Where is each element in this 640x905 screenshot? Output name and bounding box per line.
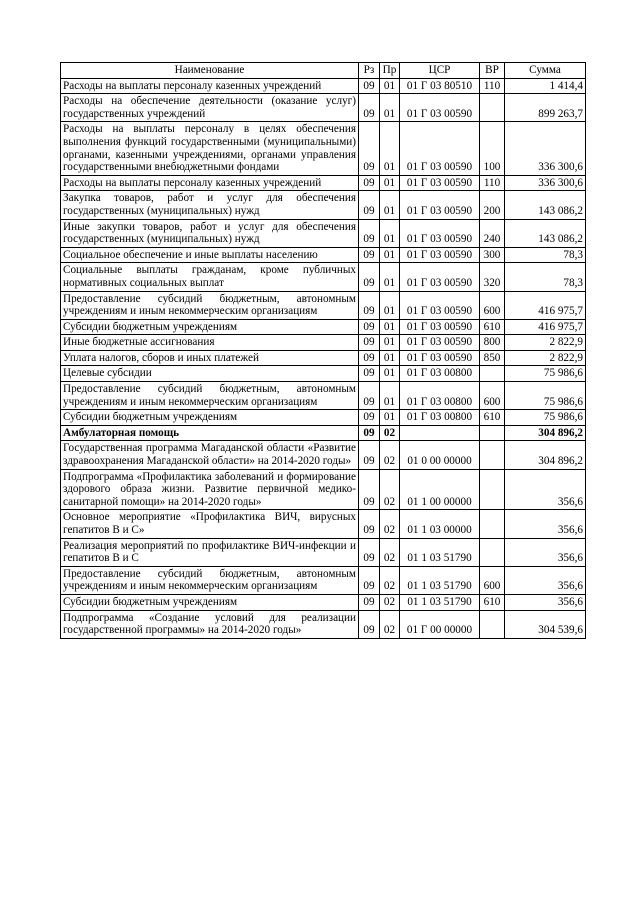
cell-csr: 01 Г 03 00800: [400, 410, 480, 426]
header-sum: Сумма: [505, 63, 586, 79]
cell-vr: 320: [480, 263, 505, 291]
cell-rz: 09: [359, 122, 380, 175]
header-rz: Рз: [359, 63, 380, 79]
cell-name: Расходы на выплаты персоналу казенных учреждений: [61, 78, 359, 94]
table-row: [61, 78, 586, 94]
table-row: [61, 441, 586, 469]
cell-vr: 110: [480, 78, 505, 94]
cell-sum: 416 975,7: [505, 291, 586, 319]
cell-rz: 09: [359, 291, 380, 319]
cell-pr: 02: [380, 469, 400, 510]
cell-sum: 75 986,6: [505, 382, 586, 410]
cell-rz: 09: [359, 335, 380, 351]
cell-csr: 01 Г 03 00590: [400, 335, 480, 351]
cell-vr: [480, 610, 505, 638]
cell-vr: 300: [480, 247, 505, 263]
cell-rz: 09: [359, 94, 380, 122]
cell-name: Амбулаторная помощь: [61, 425, 359, 441]
table-row: [61, 335, 586, 351]
cell-pr: 02: [380, 594, 400, 610]
cell-rz: 09: [359, 610, 380, 638]
table-row: [61, 566, 586, 594]
cell-sum: 143 086,2: [505, 219, 586, 247]
cell-rz: 09: [359, 319, 380, 335]
cell-name: Социальное обеспечение и иные выплаты населению: [61, 247, 359, 263]
cell-csr: 01 Г 03 00800: [400, 382, 480, 410]
cell-pr: 01: [380, 247, 400, 263]
budget-table: [60, 62, 586, 639]
cell-name: Иные бюджетные ассигнования: [61, 335, 359, 351]
cell-csr: 01 Г 03 00800: [400, 366, 480, 382]
cell-sum: 304 539,6: [505, 610, 586, 638]
cell-name: Расходы на выплаты персоналу казенных учреждений: [61, 175, 359, 191]
cell-sum: 336 300,6: [505, 175, 586, 191]
table-row: [61, 350, 586, 366]
cell-name: Целевые субсидии: [61, 366, 359, 382]
cell-name: Подпрограмма «Профилактика заболеваний и формирование здорового образа жизни. Развитие первичной медико-санитарной помощи» на 2014-2020 годы»: [61, 469, 359, 510]
cell-sum: 75 986,6: [505, 410, 586, 426]
table-row: [61, 175, 586, 191]
cell-pr: 01: [380, 263, 400, 291]
cell-pr: 01: [380, 382, 400, 410]
cell-vr: 600: [480, 291, 505, 319]
table-row: [61, 263, 586, 291]
table-row: [61, 219, 586, 247]
cell-csr: 01 1 03 51790: [400, 538, 480, 566]
table-row: [61, 425, 586, 441]
cell-vr: 610: [480, 410, 505, 426]
cell-pr: 01: [380, 410, 400, 426]
cell-csr: 01 Г 03 00590: [400, 219, 480, 247]
table-row: [61, 366, 586, 382]
cell-vr: [480, 538, 505, 566]
cell-name: Основное мероприятие «Профилактика ВИЧ, вирусных гепатитов В и С»: [61, 510, 359, 538]
cell-name: Предоставление субсидий бюджетным, автономным учреждениям и иным некоммерческим организациям: [61, 291, 359, 319]
cell-rz: 09: [359, 191, 380, 219]
cell-pr: 01: [380, 175, 400, 191]
cell-csr: 01 1 03 51790: [400, 594, 480, 610]
table-row: [61, 610, 586, 638]
cell-pr: 01: [380, 350, 400, 366]
cell-name: Субсидии бюджетным учреждениям: [61, 319, 359, 335]
cell-pr: 02: [380, 425, 400, 441]
cell-csr: 01 1 00 00000: [400, 469, 480, 510]
cell-name: Иные закупки товаров, работ и услуг для обеспечения государственных (муниципальных) нужд: [61, 219, 359, 247]
cell-rz: 09: [359, 219, 380, 247]
cell-pr: 02: [380, 510, 400, 538]
cell-name: Реализация мероприятий по профилактике ВИЧ-инфекции и гепатитов В и С: [61, 538, 359, 566]
table-row: [61, 247, 586, 263]
cell-pr: 01: [380, 191, 400, 219]
table-row: [61, 410, 586, 426]
table-row: [61, 122, 586, 175]
cell-sum: 356,6: [505, 469, 586, 510]
cell-pr: 01: [380, 219, 400, 247]
cell-sum: 899 263,7: [505, 94, 586, 122]
cell-name: Расходы на обеспечение деятельности (оказание услуг) государственных учреждений: [61, 94, 359, 122]
cell-pr: 02: [380, 538, 400, 566]
cell-vr: 240: [480, 219, 505, 247]
cell-csr: 01 1 03 51790: [400, 566, 480, 594]
cell-sum: 336 300,6: [505, 122, 586, 175]
cell-rz: 09: [359, 350, 380, 366]
header-row: [61, 63, 586, 79]
cell-csr: 01 Г 03 00590: [400, 247, 480, 263]
cell-pr: 01: [380, 122, 400, 175]
cell-pr: 02: [380, 441, 400, 469]
cell-sum: 304 896,2: [505, 441, 586, 469]
table-row: [61, 191, 586, 219]
cell-rz: 09: [359, 175, 380, 191]
cell-rz: 09: [359, 247, 380, 263]
cell-name: Подпрограмма «Создание условий для реализации государственной программы» на 2014-2020 годы»: [61, 610, 359, 638]
cell-csr: 01 Г 03 00590: [400, 291, 480, 319]
header-vr: ВР: [480, 63, 505, 79]
cell-name: Субсидии бюджетным учреждениям: [61, 410, 359, 426]
cell-sum: 75 986,6: [505, 366, 586, 382]
cell-sum: 356,6: [505, 538, 586, 566]
cell-csr: 01 1 03 00000: [400, 510, 480, 538]
cell-sum: 416 975,7: [505, 319, 586, 335]
header-name: Наименование: [61, 63, 359, 79]
header-pr: Пр: [380, 63, 400, 79]
cell-vr: [480, 425, 505, 441]
cell-vr: [480, 510, 505, 538]
cell-sum: 2 822,9: [505, 335, 586, 351]
cell-csr: 01 Г 00 00000: [400, 610, 480, 638]
table-row: [61, 469, 586, 510]
cell-name: Закупка товаров, работ и услуг для обеспечения государственных (муниципальных) нужд: [61, 191, 359, 219]
cell-vr: 610: [480, 594, 505, 610]
table-row: [61, 94, 586, 122]
table-row: [61, 382, 586, 410]
cell-vr: 800: [480, 335, 505, 351]
cell-csr: 01 Г 03 80510: [400, 78, 480, 94]
cell-csr: 01 Г 03 00590: [400, 94, 480, 122]
cell-vr: 850: [480, 350, 505, 366]
header-csr: ЦСР: [400, 63, 480, 79]
cell-rz: 09: [359, 366, 380, 382]
cell-pr: 01: [380, 291, 400, 319]
cell-name: Субсидии бюджетным учреждениям: [61, 594, 359, 610]
cell-rz: 09: [359, 78, 380, 94]
cell-sum: 356,6: [505, 510, 586, 538]
cell-rz: 09: [359, 441, 380, 469]
cell-pr: 02: [380, 610, 400, 638]
cell-vr: [480, 94, 505, 122]
cell-sum: 78,3: [505, 247, 586, 263]
cell-sum: 356,6: [505, 594, 586, 610]
cell-name: Уплата налогов, сборов и иных платежей: [61, 350, 359, 366]
cell-name: Предоставление субсидий бюджетным, автономным учреждениям и иным некоммерческим организациям: [61, 566, 359, 594]
cell-vr: 600: [480, 566, 505, 594]
cell-pr: 02: [380, 566, 400, 594]
cell-name: Предоставление субсидий бюджетным, автономным учреждениям и иным некоммерческим организациям: [61, 382, 359, 410]
cell-rz: 09: [359, 538, 380, 566]
cell-csr: 01 Г 03 00590: [400, 350, 480, 366]
cell-vr: 610: [480, 319, 505, 335]
cell-name: Государственная программа Магаданской области «Развитие здравоохранения Магаданской области» на 2014-2020 годы»: [61, 441, 359, 469]
table-body: [61, 78, 586, 638]
table-row: [61, 510, 586, 538]
cell-csr: 01 Г 03 00590: [400, 263, 480, 291]
cell-vr: [480, 469, 505, 510]
cell-sum: 356,6: [505, 566, 586, 594]
cell-sum: 304 896,2: [505, 425, 586, 441]
table-row: [61, 291, 586, 319]
cell-pr: 01: [380, 366, 400, 382]
cell-csr: [400, 425, 480, 441]
cell-sum: 1 414,4: [505, 78, 586, 94]
cell-csr: 01 0 00 00000: [400, 441, 480, 469]
cell-csr: 01 Г 03 00590: [400, 175, 480, 191]
cell-vr: [480, 366, 505, 382]
cell-vr: 600: [480, 382, 505, 410]
cell-csr: 01 Г 03 00590: [400, 122, 480, 175]
cell-sum: 78,3: [505, 263, 586, 291]
cell-csr: 01 Г 03 00590: [400, 319, 480, 335]
cell-rz: 09: [359, 263, 380, 291]
cell-sum: 2 822,9: [505, 350, 586, 366]
cell-vr: 100: [480, 122, 505, 175]
table-row: [61, 594, 586, 610]
cell-rz: 09: [359, 510, 380, 538]
cell-sum: 143 086,2: [505, 191, 586, 219]
table-row: [61, 319, 586, 335]
cell-vr: [480, 441, 505, 469]
cell-rz: 09: [359, 594, 380, 610]
cell-vr: 110: [480, 175, 505, 191]
table-row: [61, 538, 586, 566]
cell-rz: 09: [359, 469, 380, 510]
cell-pr: 01: [380, 78, 400, 94]
cell-csr: 01 Г 03 00590: [400, 191, 480, 219]
cell-pr: 01: [380, 335, 400, 351]
cell-name: Расходы на выплаты персоналу в целях обеспечения выполнения функций государственными (муниципальными) органами, казенными учреждениями, органами управления государственными внебюджетными фондами: [61, 122, 359, 175]
cell-vr: 200: [480, 191, 505, 219]
cell-rz: 09: [359, 566, 380, 594]
cell-rz: 09: [359, 425, 380, 441]
cell-rz: 09: [359, 410, 380, 426]
cell-pr: 01: [380, 94, 400, 122]
cell-pr: 01: [380, 319, 400, 335]
cell-rz: 09: [359, 382, 380, 410]
cell-name: Социальные выплаты гражданам, кроме публичных нормативных социальных выплат: [61, 263, 359, 291]
